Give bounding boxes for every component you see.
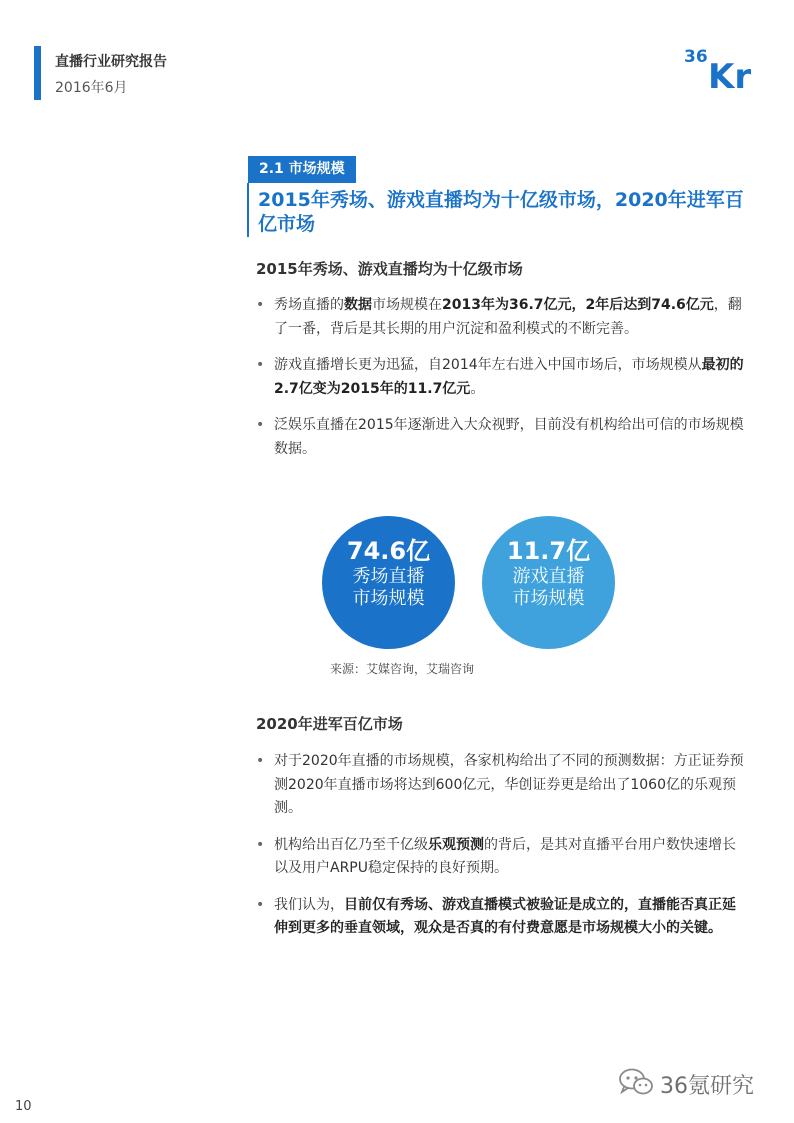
stat-value: 11.7亿 — [506, 537, 591, 565]
stat-circle-show-live — [322, 516, 455, 649]
header-accent-bar — [34, 46, 41, 100]
bullet-text: 游戏直播增长更为迅猛，自2014年左右进入中国市场后，市场规模从 — [274, 357, 702, 373]
stat-label: 市场规模 — [512, 588, 585, 609]
report-date: 2016年6月 — [55, 80, 128, 96]
subheading-2020-forecast: 2020年进军百亿市场 — [256, 715, 403, 733]
bullet-text: 秀场直播的 — [274, 297, 344, 313]
section-tag: 2.1 市场规模 — [248, 156, 356, 183]
bullet-text: 机构给出百亿乃至千亿级 — [274, 836, 428, 853]
bullet-text: 我们认为， — [274, 896, 344, 913]
bullet-item — [256, 894, 746, 941]
bullet-text-bold: 最初的2.7亿变为2015年的11.7亿元 — [274, 357, 744, 397]
section-heading: 2015年秀场、游戏直播均为十亿级市场，2020年进军百亿市场 — [258, 189, 744, 235]
bullet-item — [256, 750, 746, 821]
report-title: 直播行业研究报告 — [55, 54, 167, 70]
bullet-text: 泛娱乐直播在2015年逐渐进入大众视野，目前没有机构给出可信的市场规模数据。 — [274, 417, 744, 457]
bullet-list-forecast — [256, 750, 746, 954]
wechat-icon — [618, 1067, 654, 1101]
section-accent-line — [247, 183, 249, 237]
bullet-item — [256, 414, 746, 461]
svg-text:36: 36 — [684, 47, 708, 67]
logo-36kr — [682, 44, 762, 92]
source-note: 来源：艾媒咨询，艾瑞咨询 — [330, 662, 475, 676]
bullet-dot: • — [256, 417, 265, 433]
bullet-item — [256, 354, 746, 401]
stat-label: 秀场直播 — [352, 566, 425, 587]
bullet-dot: • — [256, 896, 265, 913]
bullet-text-bold: 目前仅有秀场、游戏直播模式被验证是成立的，直播能否真正延伸到更多的垂直领域，观众是否真的有付费意愿是市场规模大小的关键。 — [274, 896, 736, 936]
bullet-text-bold: 数据 — [344, 297, 372, 313]
bullet-text: 的背后，是其对直播平台用户数快速增长以及用户ARPU稳定保持的良好预期。 — [274, 836, 736, 876]
svg-text:Kr: Kr — [708, 57, 752, 92]
subheading-market-size: 2015年秀场、游戏直播均为十亿级市场 — [256, 260, 523, 278]
stat-label: 市场规模 — [352, 588, 425, 609]
bullet-item — [256, 834, 746, 881]
bullet-dot: • — [256, 753, 265, 769]
bullet-text-bold: 乐观预测 — [428, 836, 484, 853]
stat-label: 游戏直播 — [512, 566, 585, 587]
watermark — [618, 1067, 754, 1101]
bullet-dot: • — [256, 836, 265, 853]
bullet-text: 。 — [470, 380, 485, 397]
bullet-dot: • — [256, 357, 265, 373]
bullet-text: 市场规模在 — [372, 297, 442, 313]
bullet-text-bold: 2013年为36.7亿元，2年后达到74.6亿元 — [442, 297, 714, 313]
watermark-text: 36氪研究 — [660, 1073, 754, 1099]
bullet-item — [256, 294, 746, 341]
stat-value: 74.6亿 — [346, 537, 431, 565]
bullet-dot: • — [256, 297, 265, 313]
bullet-text: ，翻了一番，背后是其长期的用户沉淀和盈利模式的不断完善。 — [274, 297, 742, 337]
bullet-list-market-size — [256, 294, 746, 474]
stat-circle-game-live — [482, 516, 615, 649]
page-number: 10 — [15, 1099, 32, 1114]
bullet-text: 对于2020年直播的市场规模，各家机构给出了不同的预测数据：方正证券预测2020年直播市场将达到600亿元，华创证券更是给出了1060亿的乐观预测。 — [274, 753, 744, 816]
